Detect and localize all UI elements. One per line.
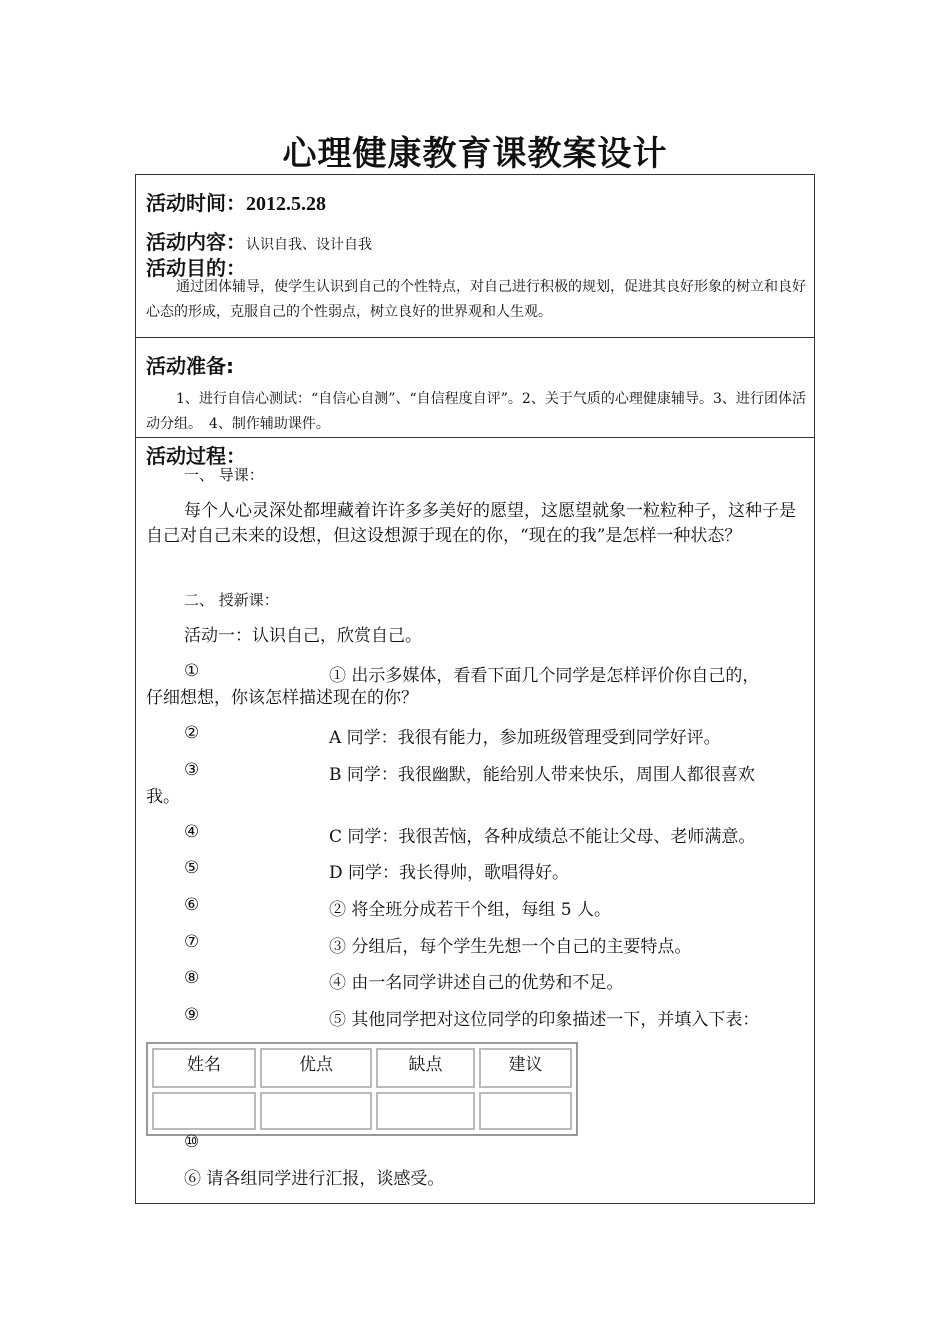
activity-goal-label: 活动目的： — [146, 256, 246, 280]
item-number: ① — [184, 661, 200, 681]
item-text: A 同学：我很有能力，参加班级管理受到同学好评。 — [329, 728, 721, 748]
table-header-cell: 姓名 — [152, 1048, 256, 1088]
evaluation-table — [146, 1042, 578, 1136]
table-row — [152, 1092, 572, 1130]
activity-goal-text: 通过团体辅导，使学生认识到自己的个性特点，对自己进行积极的规划，促进其良好形象的树立和良好心态的形成，克服自己的个性弱点，树立良好的世界观和人生观。 — [146, 279, 806, 320]
page-title: 心理健康教育课教案设计 — [282, 134, 668, 174]
item-number: ④ — [184, 822, 200, 842]
item-text-continued: 仔细想想，你该怎样描述现在的你？ — [146, 688, 418, 708]
item-number: ⑦ — [184, 932, 200, 952]
item-number: ⑨ — [184, 1005, 200, 1025]
item-number: ③ — [184, 760, 200, 780]
info-section — [135, 174, 815, 338]
intro-heading: 一、 导课： — [184, 466, 264, 484]
activity-one-title: 活动一：认识自己，欣赏自己。 — [184, 626, 422, 646]
table-header-cell: 缺点 — [376, 1048, 475, 1088]
activity-process-label: 活动过程： — [146, 444, 246, 468]
item-text-continued: 我。 — [146, 787, 180, 807]
item-text: ① 出示多媒体，看看下面几个同学是怎样评价你自己的， — [329, 666, 760, 686]
table-header-cell: 建议 — [479, 1048, 572, 1088]
item-text: ④ 由一名同学讲述自己的优势和不足。 — [329, 973, 624, 993]
table-cell[interactable] — [152, 1092, 256, 1130]
new-lesson-heading: 二、 授新课： — [184, 591, 279, 609]
table-header-cell: 优点 — [260, 1048, 372, 1088]
item-text: C 同学：我很苦恼，各种成绩总不能让父母、老师满意。 — [329, 827, 756, 847]
item-number: ⑧ — [184, 968, 200, 988]
item-number: ② — [184, 723, 200, 743]
item-number: ⑩ — [184, 1132, 200, 1152]
activity-prep-label: 活动准备: — [146, 354, 234, 378]
item-number: ⑥ — [184, 895, 200, 915]
activity-time-label: 活动时间： — [146, 191, 246, 215]
intro-text: 每个人心灵深处都埋藏着许许多多美好的愿望，这愿望就象一粒粒种子，这种子是自己对自己未来的设想，但这设想源于现在的你，“现在的我”是怎样一种状态？ — [146, 501, 796, 546]
activity-prep-text: 1、进行自信心测试：“自信心自测”、“自信程度自评”。2、关于气质的心理健康辅导。3、进行团体活动分组。 4、制作辅助课件。 — [146, 391, 806, 432]
activity-time — [146, 187, 326, 216]
activity-content-label: 活动内容： — [146, 230, 246, 254]
activity-time-value: 2012.5.28 — [246, 193, 326, 215]
item-text: ② 将全班分成若干个组，每组 5 人。 — [329, 900, 612, 920]
table-cell[interactable] — [479, 1092, 572, 1130]
table-header-row — [152, 1048, 572, 1088]
item-text: B 同学：我很幽默，能给别人带来快乐，周围人都很喜欢 — [329, 765, 755, 785]
activity-content — [146, 226, 372, 255]
activity-content-value: 认识自我、设计自我 — [246, 237, 372, 253]
prep-section — [135, 337, 815, 438]
item-text: ③ 分组后，每个学生先想一个自己的主要特点。 — [329, 937, 692, 957]
item-text: D 同学：我长得帅，歌唱得好。 — [329, 863, 570, 883]
table-cell[interactable] — [376, 1092, 475, 1130]
item-text: ⑤ 其他同学把对这位同学的印象描述一下，并填入下表： — [329, 1010, 760, 1030]
table-cell[interactable] — [260, 1092, 372, 1130]
final-step-text: ⑥ 请各组同学进行汇报，谈感受。 — [184, 1169, 445, 1189]
process-section — [135, 437, 815, 1204]
item-number: ⑤ — [184, 858, 200, 878]
